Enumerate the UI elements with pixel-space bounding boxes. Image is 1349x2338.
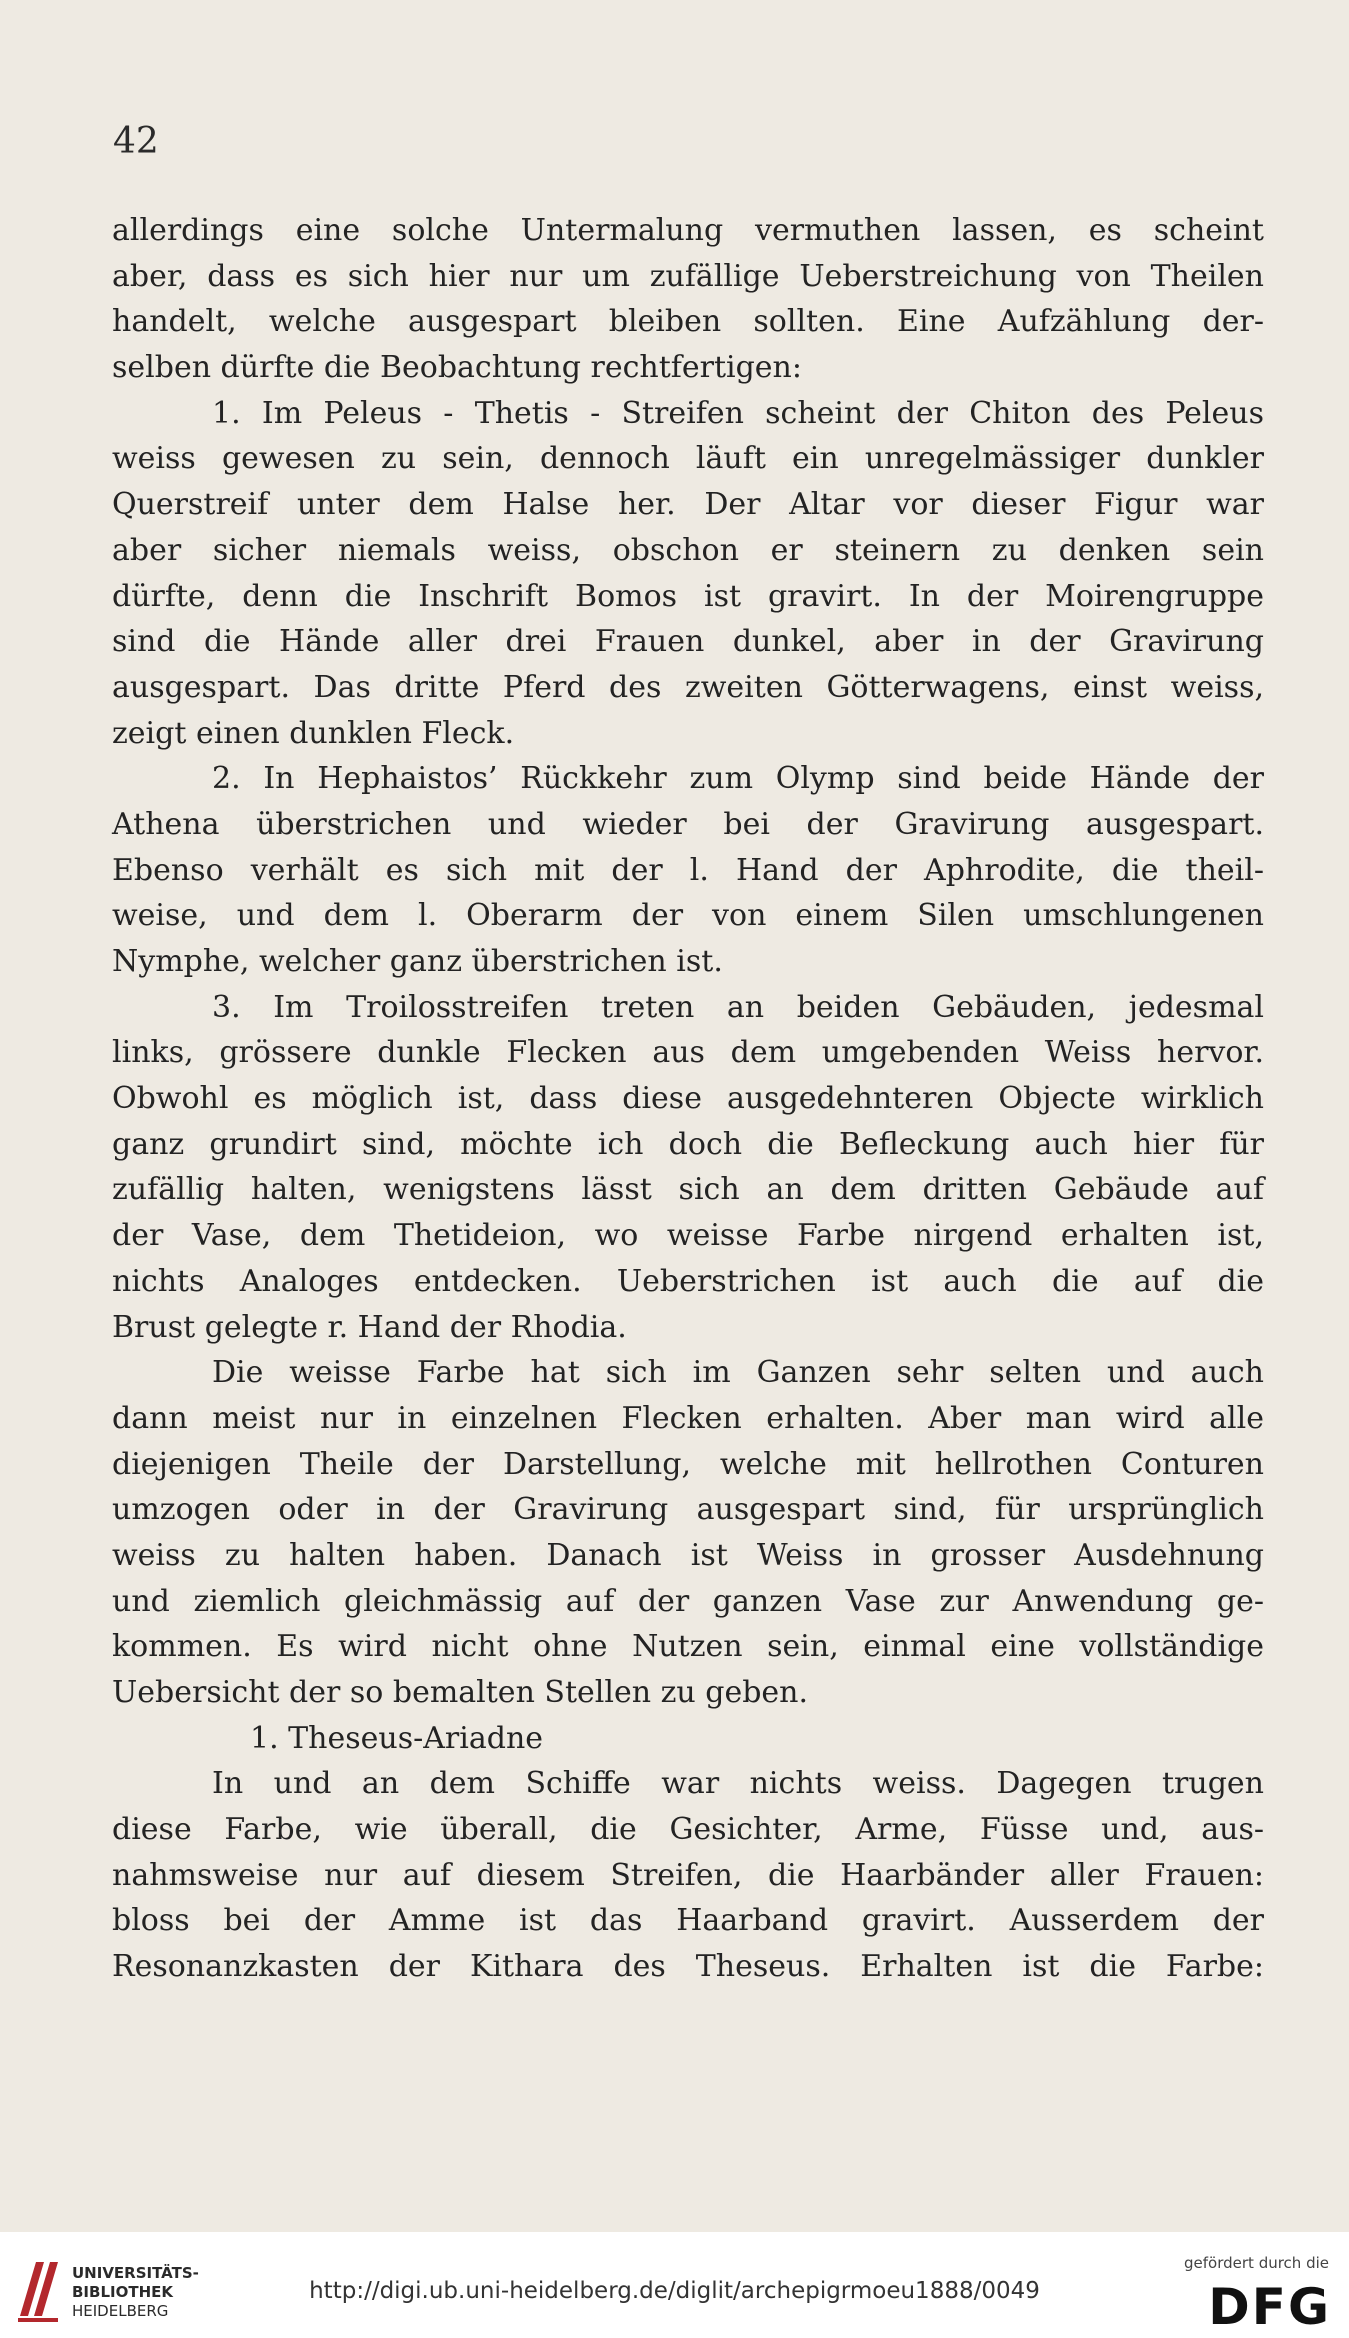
text-line: diejenigen Theile der Darstellung, welche mit hellrothen Conturen	[112, 1446, 1264, 1482]
text-line: handelt, welche ausgespart bleiben sollten. Eine Aufzählung der-	[112, 304, 1264, 340]
text-line: Athena überstrichen und wieder bei der Gravirung ausgespart.	[112, 806, 1264, 842]
text-line: Querstreif unter dem Halse her. Der Altar vor dieser Figur war	[112, 487, 1264, 523]
page-number: 42	[113, 121, 159, 162]
text-line: Nymphe, welcher ganz überstrichen ist.	[112, 944, 723, 979]
text-line: Ebenso verhält es sich mit der l. Hand der Aphrodite, die theil-	[112, 852, 1264, 888]
text-line: weiss zu halten haben. Danach ist Weiss in grosser Ausdehnung	[112, 1537, 1264, 1573]
text-line: aber, dass es sich hier nur um zufällige Ueberstreichung von Theilen	[112, 258, 1264, 294]
body-text	[112, 208, 1264, 1990]
text-line: 3. Im Troilosstreifen treten an beiden Gebäuden, jedesmal	[212, 989, 1264, 1025]
text-line: 1. Im Peleus - Thetis - Streifen scheint der Chiton des Peleus	[212, 395, 1264, 431]
text-line: bloss bei der Amme ist das Haarband gravirt. Ausserdem der	[112, 1903, 1264, 1939]
permalink-url[interactable]: http://digi.ub.uni-heidelberg.de/diglit/archepigrmoeu1888/0049	[309, 2278, 1040, 2304]
text-line: weise, und dem l. Oberarm der von einem Silen umschlungenen	[112, 898, 1264, 934]
text-line: dürfte, denn die Inschrift Bomos ist gravirt. In der Moirengruppe	[112, 578, 1264, 614]
library-name-line: HEIDELBERG	[72, 2302, 169, 2320]
text-line: selben dürfte die Beobachtung rechtfertigen:	[112, 350, 802, 386]
text-line: In und an dem Schiffe war nichts weiss. Dagegen trugen	[212, 1766, 1264, 1802]
text-line: zufällig halten, wenigstens lässt sich an dem dritten Gebäude auf	[112, 1172, 1264, 1208]
funded-by-label: gefördert durch die	[1184, 2254, 1329, 2272]
text-line: umzogen oder in der Gravirung ausgespart sind, für ursprünglich	[112, 1492, 1264, 1528]
text-line: 1. Theseus-Ariadne	[250, 1720, 544, 1756]
text-line: Obwohl es möglich ist, dass diese ausgedehnteren Objecte wirklich	[112, 1081, 1264, 1117]
library-name-line: UNIVERSITÄTS-	[72, 2264, 199, 2282]
text-line: 2. In Hephaistos’ Rückkehr zum Olymp sind beide Hände der	[212, 761, 1264, 797]
footer-bar	[0, 2232, 1349, 2338]
text-line: kommen. Es wird nicht ohne Nutzen sein, einmal eine vollständige	[112, 1629, 1264, 1665]
text-line: weiss gewesen zu sein, dennoch läuft ein unregelmässiger dunkler	[112, 441, 1264, 477]
text-line: nahmsweise nur auf diesem Streifen, die Haarbänder aller Frauen:	[112, 1857, 1264, 1893]
text-line: sind die Hände aller drei Frauen dunkel, aber in der Gravirung	[112, 624, 1264, 660]
text-line: dann meist nur in einzelnen Flecken erhalten. Aber man wird alle	[112, 1400, 1264, 1436]
text-line: links, grössere dunkle Flecken aus dem umgebenden Weiss hervor.	[112, 1035, 1264, 1071]
text-line: Die weisse Farbe hat sich im Ganzen sehr selten und auch	[212, 1355, 1264, 1391]
text-line: ganz grundirt sind, möchte ich doch die Befleckung auch hier für	[112, 1126, 1264, 1162]
text-line: allerdings eine solche Untermalung vermuthen lassen, es scheint	[112, 213, 1264, 248]
text-line: und ziemlich gleichmässig auf der ganzen Vase zur Anwendung ge-	[112, 1583, 1264, 1619]
text-line: der Vase, dem Thetideion, wo weisse Farbe nirgend erhalten ist,	[112, 1218, 1264, 1254]
text-line: Uebersicht der so bemalten Stellen zu geben.	[112, 1675, 809, 1710]
library-name-line: BIBLIOTHEK	[72, 2283, 173, 2301]
text-line: aber sicher niemals weiss, obschon er steinern zu denken sein	[112, 532, 1264, 568]
text-line: ausgespart. Das dritte Pferd des zweiten Götterwagens, einst weiss,	[112, 669, 1264, 705]
text-line: nichts Analoges entdecken. Ueberstrichen ist auch die auf die	[112, 1263, 1264, 1299]
text-line: zeigt einen dunklen Fleck.	[112, 715, 515, 751]
text-line: diese Farbe, wie überall, die Gesichter, Arme, Füsse und, aus-	[112, 1812, 1264, 1848]
text-line: Brust gelegte r. Hand der Rhodia.	[112, 1309, 627, 1345]
dfg-logo: DFG	[1208, 2278, 1331, 2336]
text-line: Resonanzkasten der Kithara des Theseus. Erhalten ist die Farbe:	[112, 1949, 1264, 1985]
